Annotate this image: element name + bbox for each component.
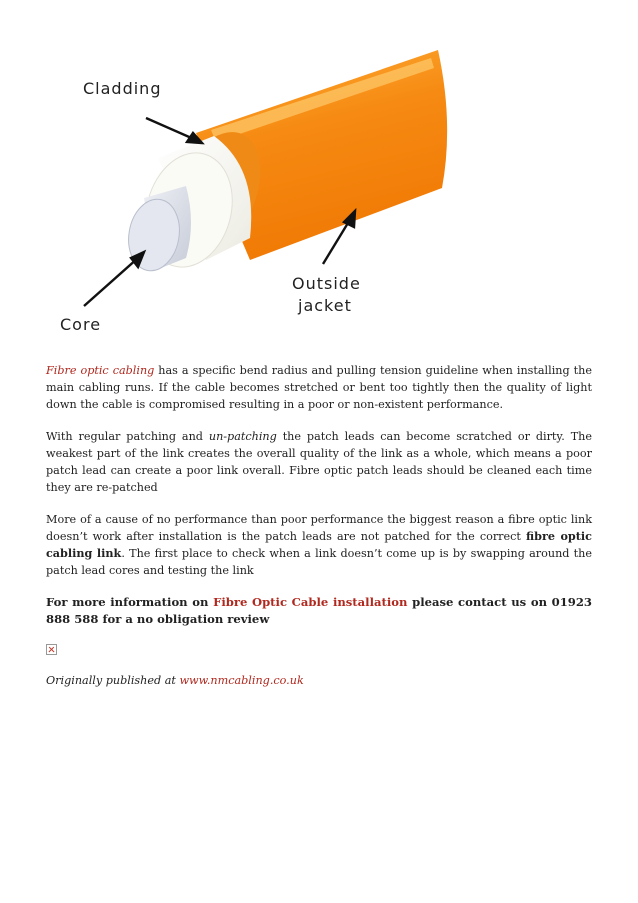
broken-image-icon <box>46 644 57 655</box>
article-body <box>46 362 592 704</box>
fibre-optic-cabling-link[interactable]: Fibre optic cabling <box>46 364 155 377</box>
p3-text-a: More of a cause of no performance than poor performance the biggest reason a fibre optic link doesn’t work after installation is the patch leads are not patched for the correct <box>46 513 592 543</box>
p2-emphasis: un-patching <box>208 430 277 443</box>
jacket-label: jacket <box>298 296 352 315</box>
fibre-cable-diagram <box>46 38 456 348</box>
installation-link[interactable]: Fibre Optic Cable installation <box>213 595 408 609</box>
p1-text: has a specific bend radius and pulling tension guideline when installing the main cabling runs. If the cable becomes stretched or bent too tightly then the quality of light down the cable is compromised resulting in a poor or non-existent performance. <box>46 364 592 411</box>
footer-prefix: Originally published at <box>46 674 180 687</box>
fibre-cable-svg <box>46 38 456 348</box>
paragraph-3 <box>46 511 592 579</box>
contact-cta <box>46 594 592 628</box>
cladding-label: Cladding <box>83 79 162 98</box>
nmcabling-link[interactable]: www.nmcabling.co.uk <box>179 674 304 687</box>
paragraph-1 <box>46 362 592 413</box>
paragraph-2 <box>46 428 592 496</box>
footer-line <box>46 672 592 689</box>
cta-text-b: please contact us on 01923 888 588 for a no obligation review <box>46 595 592 626</box>
cta-text-a: For more information on <box>46 595 214 609</box>
broken-image-row <box>46 643 592 660</box>
p3-text-b: . The first place to check when a link doesn’t come up is by swapping around the patch lead cores and testing the link <box>46 547 592 577</box>
core-label: Core <box>60 315 102 334</box>
p2-text-b: the patch leads can become scratched or dirty. The weakest part of the link creates the overall quality of the link as a whole, which means a poor patch lead can create a poor link overall. Fibre optic patch leads should be cleaned each time they are re-patched <box>46 430 592 494</box>
p2-text-a: With regular patching and <box>46 430 209 443</box>
p3-bold: fibre optic cabling link <box>46 529 592 560</box>
outside-label: Outside <box>292 274 361 293</box>
